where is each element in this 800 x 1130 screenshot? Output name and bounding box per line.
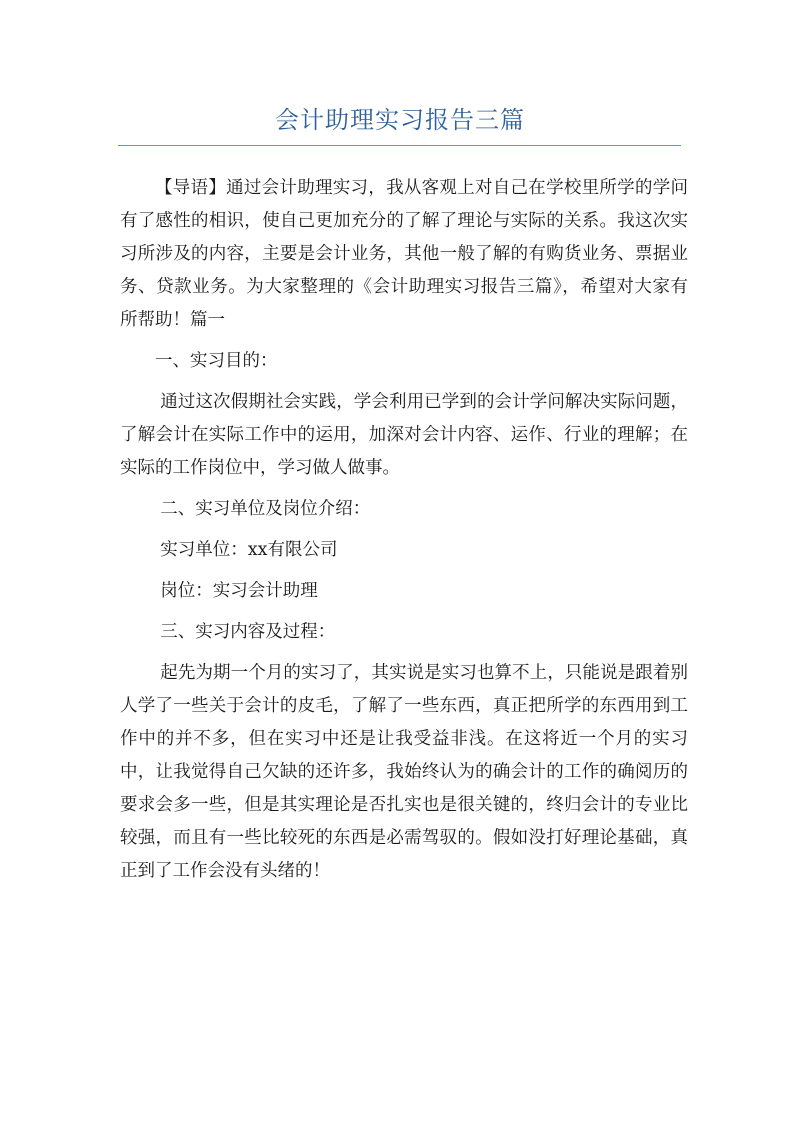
content-paragraph: 起先为期一个月的实习了，其实说是实习也算不上，只能说是跟着别人学了一些关于会计的皮毛，了解了一些东西，真正把所学的东西用到工作中的并不多，但在实习中还是让我受益非浅。在这将近一个月的实习中，让我觉得自己欠缺的还许多，我始终认为的确会计的工作的确阅历的要求会多一些，但是其实理论是否扎实也是很关键的，终归会计的专业比较强，而且有一些比较死的东西是必需驾驭的。假如没打好理论基础，真正到了工作会没有头绪的！ xyxy=(120,663,688,881)
document-title: 会计助理实习报告三篇 xyxy=(275,106,525,134)
section-heading-unit: 二、实习单位及岗位介绍： xyxy=(160,499,371,519)
position-name: 岗位：实习会计助理 xyxy=(160,581,318,601)
purpose-paragraph: 通过这次假期社会实践，学会利用已学到的会计学问解决实际问题，了解会计在实际工作中的运用，加深对会计内容、运作、行业的理解；在实际的工作岗位中，学习做人做事。 xyxy=(120,392,688,478)
section-heading-content: 三、实习内容及过程： xyxy=(160,622,336,642)
intro-paragraph: 【导语】通过会计助理实习，我从客观上对自己在学校里所学的学问有了感性的相识，使自己更加充分的了解了理论与实际的关系。我这次实习所涉及的内容，主要是会计业务，其他一般了解的有购货业务、票据业务、贷款业务。为大家整理的《会计助理实习报告三篇》，希望对大家有所帮助！篇一 xyxy=(120,178,688,330)
document-body xyxy=(120,172,688,888)
unit-name: 实习单位：xx有限公司 xyxy=(160,540,338,560)
title-underline xyxy=(118,145,681,146)
section-heading-purpose: 一、实习目的： xyxy=(155,351,278,371)
